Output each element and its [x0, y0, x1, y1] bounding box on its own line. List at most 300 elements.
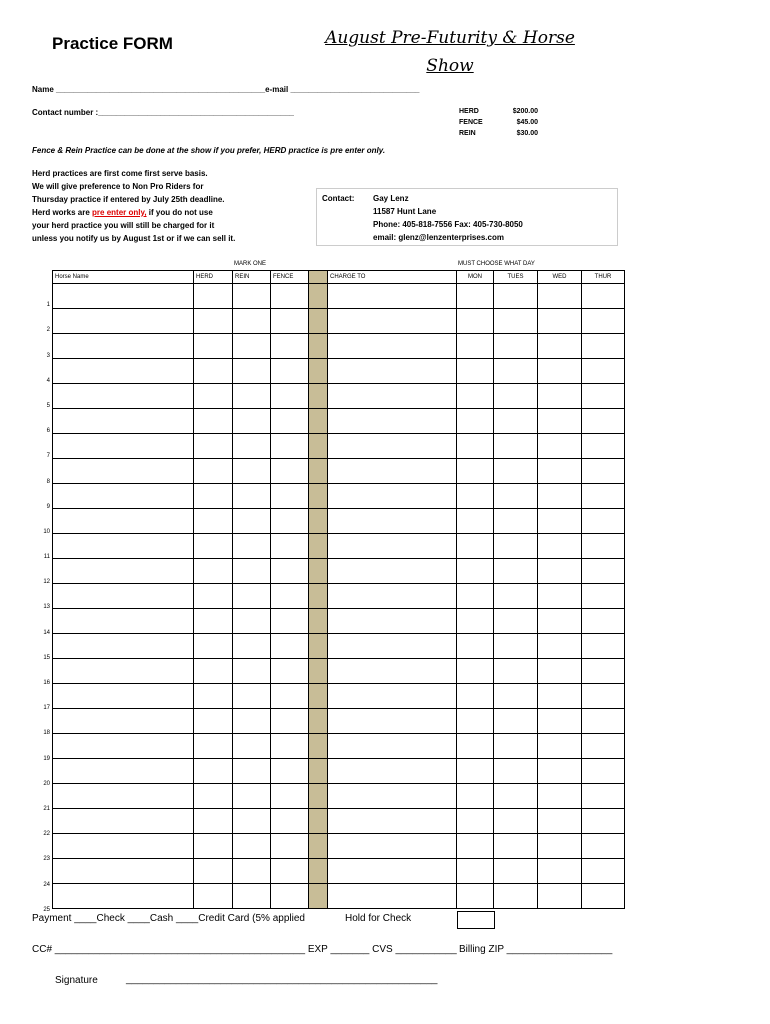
entry-cell[interactable] [582, 509, 625, 534]
table-row [53, 609, 625, 634]
entry-cell[interactable] [194, 384, 233, 409]
entry-cell[interactable] [494, 684, 538, 709]
row-number: 23 [43, 856, 50, 863]
entry-cell[interactable] [53, 809, 194, 834]
entry-cell[interactable] [538, 734, 582, 759]
entry-cell[interactable] [271, 409, 309, 434]
row-number: 14 [43, 629, 50, 636]
entry-cell[interactable] [582, 284, 625, 309]
entry-cell[interactable] [194, 684, 233, 709]
entry-cell[interactable] [582, 709, 625, 734]
contact-number-field[interactable]: Contact number :____________________________________________ [32, 108, 294, 117]
preference-line: Herd practices are first come first serve basis. [32, 169, 208, 178]
entry-cell[interactable] [582, 809, 625, 834]
billing-zip-field[interactable]: Billing ZIP ___________________ [459, 944, 613, 955]
entry-cell[interactable] [328, 859, 457, 884]
separator-cell [309, 684, 328, 709]
entry-cell[interactable] [494, 359, 538, 384]
entry-cell[interactable] [271, 484, 309, 509]
entry-cell[interactable] [328, 359, 457, 384]
table-row [53, 484, 625, 509]
col-herd: HERD [194, 271, 233, 284]
entry-cell[interactable] [328, 284, 457, 309]
entry-cell[interactable] [538, 884, 582, 909]
entry-cell[interactable] [53, 584, 194, 609]
entry-cell[interactable] [494, 284, 538, 309]
col-tues: TUES [494, 271, 538, 284]
contact-email: email: glenz@lenzenterprises.com [373, 233, 504, 242]
table-row [53, 459, 625, 484]
entry-cell[interactable] [538, 284, 582, 309]
table-row [53, 384, 625, 409]
entry-cell[interactable] [194, 309, 233, 334]
entry-cell[interactable] [538, 334, 582, 359]
entry-cell[interactable] [53, 409, 194, 434]
entry-cell[interactable] [457, 759, 494, 784]
entry-cell[interactable] [271, 459, 309, 484]
entry-cell[interactable] [194, 634, 233, 659]
entry-cell[interactable] [494, 609, 538, 634]
entry-cell[interactable] [271, 809, 309, 834]
entry-cell[interactable] [538, 534, 582, 559]
entry-cell[interactable] [457, 284, 494, 309]
entry-cell[interactable] [233, 884, 271, 909]
entry-cell[interactable] [233, 734, 271, 759]
entry-cell[interactable] [582, 359, 625, 384]
signature-label: Signature [55, 975, 98, 986]
entry-cell[interactable] [328, 584, 457, 609]
entry-cell[interactable] [233, 534, 271, 559]
entry-cell[interactable] [538, 759, 582, 784]
table-row [53, 859, 625, 884]
entry-cell[interactable] [271, 284, 309, 309]
entry-cell[interactable] [457, 434, 494, 459]
entry-cell[interactable] [194, 709, 233, 734]
entry-cell[interactable] [328, 634, 457, 659]
entry-cell[interactable] [457, 634, 494, 659]
entry-cell[interactable] [271, 659, 309, 684]
fee-amount-rein: $30.00 [516, 130, 538, 137]
entry-cell[interactable] [328, 384, 457, 409]
entry-cell[interactable] [494, 409, 538, 434]
table-row [53, 584, 625, 609]
entry-cell[interactable] [457, 609, 494, 634]
table-row [53, 409, 625, 434]
table-header-row [53, 271, 625, 284]
col-charge-to: CHARGE TO [328, 271, 457, 284]
entry-cell[interactable] [53, 709, 194, 734]
entry-cell[interactable] [538, 484, 582, 509]
entry-cell[interactable] [194, 334, 233, 359]
fee-label-fence: FENCE [459, 119, 483, 126]
table-row [53, 884, 625, 909]
col-rein: REIN [233, 271, 271, 284]
entry-cell[interactable] [271, 509, 309, 534]
entry-cell[interactable] [457, 709, 494, 734]
credit-card-field[interactable]: CC# _____________________________________________ EXP _______ CVS ___________ [32, 944, 457, 955]
entry-cell[interactable] [582, 884, 625, 909]
entry-cell[interactable] [194, 609, 233, 634]
entry-cell[interactable] [233, 834, 271, 859]
contact-name: Gay Lenz [373, 194, 409, 203]
entry-cell[interactable] [494, 434, 538, 459]
entry-cell[interactable] [194, 884, 233, 909]
entry-cell[interactable] [582, 309, 625, 334]
entry-cell[interactable] [194, 359, 233, 384]
entry-cell[interactable] [53, 309, 194, 334]
entry-cell[interactable] [457, 534, 494, 559]
entry-cell[interactable] [494, 859, 538, 884]
entry-cell[interactable] [457, 359, 494, 384]
entry-cell[interactable] [538, 784, 582, 809]
entry-cell[interactable] [233, 484, 271, 509]
entry-cell[interactable] [328, 884, 457, 909]
row-number: 17 [43, 705, 50, 712]
entry-cell[interactable] [328, 709, 457, 734]
entry-cell[interactable] [328, 309, 457, 334]
entry-cell[interactable] [233, 759, 271, 784]
entry-cell[interactable] [233, 659, 271, 684]
entry-cell[interactable] [271, 359, 309, 384]
entry-cell[interactable] [494, 709, 538, 734]
entry-cell[interactable] [194, 834, 233, 859]
entry-cell[interactable] [582, 409, 625, 434]
entry-cell[interactable] [582, 609, 625, 634]
entry-cell[interactable] [582, 784, 625, 809]
entry-cell[interactable] [582, 484, 625, 509]
entry-cell[interactable] [194, 459, 233, 484]
entry-cell[interactable] [538, 634, 582, 659]
separator-cell [309, 759, 328, 784]
entry-cell[interactable] [582, 659, 625, 684]
entry-cell[interactable] [457, 409, 494, 434]
entry-cell[interactable] [233, 309, 271, 334]
entry-cell[interactable] [538, 384, 582, 409]
entry-cell[interactable] [538, 309, 582, 334]
entry-cell[interactable] [494, 334, 538, 359]
separator-cell [309, 509, 328, 534]
entry-cell[interactable] [271, 734, 309, 759]
entry-cell[interactable] [233, 509, 271, 534]
row-number: 11 [43, 554, 50, 561]
col-fence: FENCE [271, 271, 309, 284]
entry-cell[interactable] [494, 634, 538, 659]
entry-cell[interactable] [538, 559, 582, 584]
preference-line: unless you notify us by August 1st or if we can sell it. [32, 234, 236, 243]
entry-cell[interactable] [538, 684, 582, 709]
entry-cell[interactable] [194, 409, 233, 434]
entry-cell[interactable] [538, 434, 582, 459]
entry-cell[interactable] [271, 384, 309, 409]
entry-cell[interactable] [53, 859, 194, 884]
fee-label-rein: REIN [459, 130, 476, 137]
separator-cell [309, 434, 328, 459]
entry-cell[interactable] [233, 559, 271, 584]
entry-cell[interactable] [582, 834, 625, 859]
preference-line: Herd works are pre enter only, if you do not use [32, 208, 213, 217]
entry-cell[interactable] [53, 459, 194, 484]
entry-cell[interactable] [53, 284, 194, 309]
entry-cell[interactable] [194, 784, 233, 809]
entry-cell[interactable] [233, 359, 271, 384]
entry-cell[interactable] [328, 759, 457, 784]
entry-cell[interactable] [328, 734, 457, 759]
entry-cell[interactable] [457, 834, 494, 859]
hold-for-check-box[interactable] [457, 911, 495, 929]
row-number: 18 [43, 730, 50, 737]
entry-cell[interactable] [457, 484, 494, 509]
row-number: 12 [43, 579, 50, 586]
entry-cell[interactable] [194, 484, 233, 509]
entry-cell[interactable] [328, 659, 457, 684]
entry-cell[interactable] [457, 309, 494, 334]
entry-cell[interactable] [582, 334, 625, 359]
entry-cell[interactable] [582, 859, 625, 884]
show-title-line2: Show [426, 56, 474, 76]
entry-cell[interactable] [582, 584, 625, 609]
entry-cell[interactable] [233, 334, 271, 359]
entry-cell[interactable] [194, 534, 233, 559]
separator-cell [309, 834, 328, 859]
entry-cell[interactable] [271, 859, 309, 884]
entry-cell[interactable] [53, 334, 194, 359]
entry-cell[interactable] [53, 634, 194, 659]
entry-cell[interactable] [494, 759, 538, 784]
entry-cell[interactable] [53, 559, 194, 584]
entry-cell[interactable] [233, 284, 271, 309]
entry-cell[interactable] [53, 359, 194, 384]
entry-cell[interactable] [194, 584, 233, 609]
entry-cell[interactable] [328, 434, 457, 459]
entry-cell[interactable] [538, 509, 582, 534]
preference-notice [32, 167, 235, 245]
entry-cell[interactable] [494, 784, 538, 809]
entry-cell[interactable] [538, 359, 582, 384]
entry-cell[interactable] [194, 559, 233, 584]
entry-cell[interactable] [457, 809, 494, 834]
entry-cell[interactable] [582, 434, 625, 459]
entry-cell[interactable] [233, 459, 271, 484]
entry-cell[interactable] [233, 609, 271, 634]
entry-cell[interactable] [457, 559, 494, 584]
row-number: 13 [43, 604, 50, 611]
entry-cell[interactable] [582, 759, 625, 784]
entry-cell[interactable] [53, 659, 194, 684]
entry-cell[interactable] [233, 409, 271, 434]
table-row [53, 559, 625, 584]
table-row [53, 759, 625, 784]
entry-cell[interactable] [328, 559, 457, 584]
entry-cell[interactable] [233, 634, 271, 659]
table-row [53, 334, 625, 359]
entry-cell[interactable] [53, 884, 194, 909]
entry-cell[interactable] [233, 684, 271, 709]
entry-cell[interactable] [582, 634, 625, 659]
entry-cell[interactable] [538, 609, 582, 634]
entry-cell[interactable] [328, 334, 457, 359]
entry-cell[interactable] [271, 559, 309, 584]
entry-cell[interactable] [328, 684, 457, 709]
row-number: 4 [46, 377, 50, 384]
separator-cell [309, 309, 328, 334]
row-number: 22 [43, 831, 50, 838]
entry-cell[interactable] [271, 784, 309, 809]
entry-cell[interactable] [233, 809, 271, 834]
entry-cell[interactable] [194, 809, 233, 834]
entry-cell[interactable] [328, 509, 457, 534]
entry-cell[interactable] [538, 834, 582, 859]
entry-cell[interactable] [233, 434, 271, 459]
entry-cell[interactable] [328, 784, 457, 809]
entry-cell[interactable] [494, 584, 538, 609]
entry-cell[interactable] [457, 734, 494, 759]
entry-cell[interactable] [582, 559, 625, 584]
entry-cell[interactable] [271, 584, 309, 609]
entry-cell[interactable] [538, 459, 582, 484]
entry-cell[interactable] [582, 534, 625, 559]
entry-cell[interactable] [53, 684, 194, 709]
entry-cell[interactable] [271, 834, 309, 859]
entry-cell[interactable] [538, 709, 582, 734]
entry-cell[interactable] [53, 609, 194, 634]
entry-cell[interactable] [494, 659, 538, 684]
fee-amount-fence: $45.00 [516, 119, 538, 126]
separator-cell [309, 859, 328, 884]
entry-cell[interactable] [233, 859, 271, 884]
entry-cell[interactable] [328, 484, 457, 509]
entry-cell[interactable] [53, 734, 194, 759]
entry-cell[interactable] [53, 484, 194, 509]
entry-cell[interactable] [328, 534, 457, 559]
row-number: 16 [43, 680, 50, 686]
entry-cell[interactable] [494, 534, 538, 559]
entry-cell[interactable] [271, 434, 309, 459]
table-row [53, 659, 625, 684]
row-number: 5 [46, 402, 50, 409]
entry-cell[interactable] [457, 659, 494, 684]
entry-cell[interactable] [494, 809, 538, 834]
entry-cell[interactable] [271, 609, 309, 634]
entry-cell[interactable] [457, 584, 494, 609]
entry-cell[interactable] [328, 809, 457, 834]
entry-cell[interactable] [53, 534, 194, 559]
entry-cell[interactable] [194, 284, 233, 309]
entry-cell[interactable] [233, 784, 271, 809]
entry-cell[interactable] [194, 659, 233, 684]
entry-cell[interactable] [457, 859, 494, 884]
entry-cell[interactable] [538, 859, 582, 884]
entry-cell[interactable] [494, 734, 538, 759]
table-row [53, 509, 625, 534]
entry-cell[interactable] [271, 709, 309, 734]
entry-cell[interactable] [194, 434, 233, 459]
entry-cell[interactable] [53, 834, 194, 859]
entry-cell[interactable] [582, 734, 625, 759]
entry-cell[interactable] [494, 309, 538, 334]
separator-cell [309, 884, 328, 909]
entry-cell[interactable] [457, 459, 494, 484]
entry-cell[interactable] [271, 884, 309, 909]
col-mon: MON [457, 271, 494, 284]
entry-cell[interactable] [582, 684, 625, 709]
entry-cell[interactable] [328, 609, 457, 634]
hold-for-check-label: Hold for Check [345, 913, 412, 924]
separator-cell [309, 709, 328, 734]
entry-cell[interactable] [538, 409, 582, 434]
entry-cell[interactable] [271, 309, 309, 334]
entry-cell[interactable] [457, 684, 494, 709]
entry-cell[interactable] [194, 509, 233, 534]
entry-cell[interactable] [457, 884, 494, 909]
entry-cell[interactable] [271, 334, 309, 359]
entry-cell[interactable] [494, 509, 538, 534]
entry-cell[interactable] [457, 509, 494, 534]
entry-cell[interactable] [457, 334, 494, 359]
row-number: 3 [46, 352, 50, 359]
form-title: Practice FORM [52, 34, 173, 53]
entry-cell[interactable] [271, 684, 309, 709]
entry-cell[interactable] [538, 659, 582, 684]
entry-cell[interactable] [494, 559, 538, 584]
entry-cell[interactable] [53, 784, 194, 809]
signature-line[interactable]: ________________________________________________________ [126, 974, 438, 985]
entry-cell[interactable] [328, 459, 457, 484]
row-number: 8 [46, 478, 50, 485]
separator-cell [309, 634, 328, 659]
entry-cell[interactable] [233, 384, 271, 409]
entry-cell[interactable] [233, 584, 271, 609]
preference-line: We will give preference to Non Pro Riders for [32, 182, 204, 191]
entry-cell[interactable] [582, 459, 625, 484]
entry-cell[interactable] [582, 384, 625, 409]
entry-cell[interactable] [457, 784, 494, 809]
entry-cell[interactable] [53, 384, 194, 409]
entry-cell[interactable] [538, 584, 582, 609]
name-email-field[interactable]: Name _______________________________________________e-mail _____________________________ [32, 85, 420, 94]
entry-cell[interactable] [494, 834, 538, 859]
entry-cell[interactable] [233, 709, 271, 734]
payment-options[interactable]: Payment ____Check ____Cash ____Credit Card (5% applied [32, 913, 305, 924]
table-row [53, 284, 625, 309]
entry-cell[interactable] [194, 734, 233, 759]
entry-cell[interactable] [271, 759, 309, 784]
contact-address: 11587 Hunt Lane [373, 207, 437, 216]
entry-cell[interactable] [328, 409, 457, 434]
entry-cell[interactable] [271, 634, 309, 659]
table-row [53, 784, 625, 809]
entry-cell[interactable] [538, 809, 582, 834]
must-choose-label: MUST CHOOSE WHAT DAY [458, 261, 535, 267]
row-number: 24 [43, 881, 50, 888]
entry-cell[interactable] [53, 434, 194, 459]
entry-cell[interactable] [457, 384, 494, 409]
entry-cell[interactable] [194, 859, 233, 884]
separator-cell [309, 609, 328, 634]
entry-cell[interactable] [494, 484, 538, 509]
entry-cell[interactable] [494, 384, 538, 409]
entry-cell[interactable] [194, 759, 233, 784]
entry-cell[interactable] [53, 759, 194, 784]
practice-note: Fence & Rein Practice can be done at the show if you prefer, HERD practice is pre enter only. [32, 146, 386, 155]
entry-cell[interactable] [494, 459, 538, 484]
entry-cell[interactable] [53, 509, 194, 534]
table-row [53, 634, 625, 659]
entry-cell[interactable] [271, 534, 309, 559]
entry-cell[interactable] [328, 834, 457, 859]
entry-cell[interactable] [494, 884, 538, 909]
separator-cell [309, 484, 328, 509]
fee-amount-herd: $200.00 [512, 108, 538, 115]
